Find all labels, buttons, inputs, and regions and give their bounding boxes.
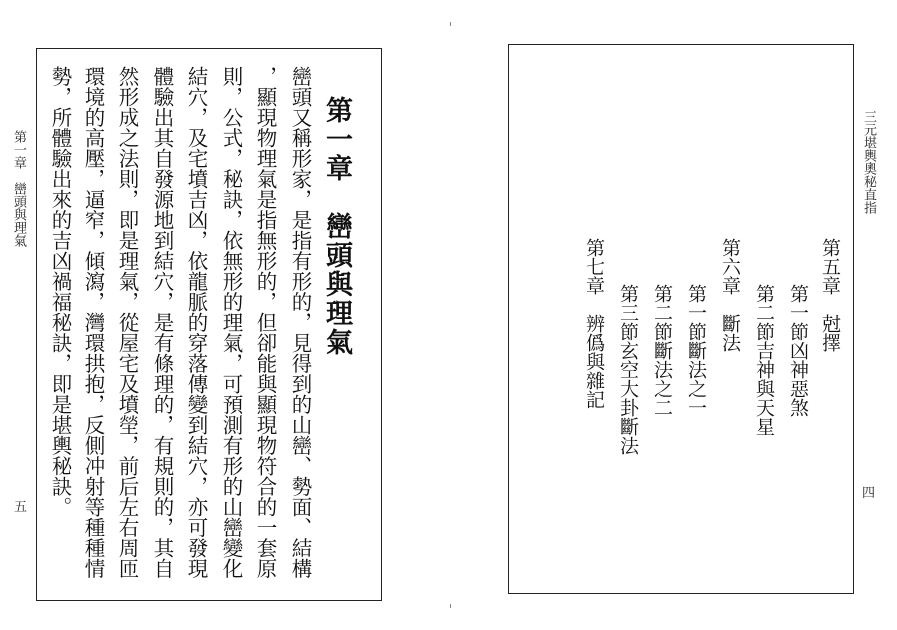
- toc-section-6-2: 第二節斷法之二: [651, 284, 673, 417]
- chapter-title: 第一章 巒頭與理氣: [321, 96, 352, 357]
- toc-chapter-6: 第六章 斷法: [719, 238, 741, 352]
- body-column-7: 環境的高壓，逼窄，傾瀉，灣環拱抱，反側冲射等種種情: [81, 66, 105, 579]
- left-running-head: 第一章 巒頭與理氣: [11, 130, 26, 247]
- right-page-number: 四: [862, 486, 876, 501]
- gutter-mark-bottom: [450, 604, 451, 608]
- toc-section-5-2: 第二節吉神與天星: [753, 284, 775, 436]
- body-column-3: 則，公式，秘訣，依無形的理氣，可預測有形的山巒變化: [219, 66, 243, 579]
- toc-section-6-1: 第一節斷法之一: [685, 284, 707, 417]
- body-column-4: 結穴，及宅墳吉凶，依龍脈的穿落傳變到結穴，亦可發現: [184, 66, 208, 579]
- body-column-5: 體驗出其自發源地到結穴，是有條理的，有規則的，其自: [150, 66, 174, 579]
- toc-section-5-1: 第一節凶神惡煞: [787, 284, 809, 417]
- toc-chapter-7: 第七章 辨僞與雜記: [583, 238, 605, 409]
- right-running-head: 三元堪輿奧秘直指: [861, 110, 876, 214]
- toc-section-6-3: 第三節玄空大卦斷法: [617, 284, 639, 455]
- gutter-mark-top: [450, 22, 451, 26]
- body-column-6: 然形成之法則，即是理氣，從屋宅及墳塋，前后左右周匝: [115, 66, 139, 579]
- body-column-1: 巒頭又稱形家，是指有形的，見得到的山巒、勢面、結構: [288, 66, 312, 579]
- toc-chapter-5: 第五章 尅擇: [819, 238, 841, 352]
- body-column-2: ，顯現物理氣是指無形的，但卻能與顯現物符合的一套原: [253, 66, 277, 579]
- left-page-number: 五: [14, 500, 28, 515]
- body-column-8: 勢，所體驗出來的吉凶禍福秘訣，即是堪輿秘訣。: [48, 66, 72, 517]
